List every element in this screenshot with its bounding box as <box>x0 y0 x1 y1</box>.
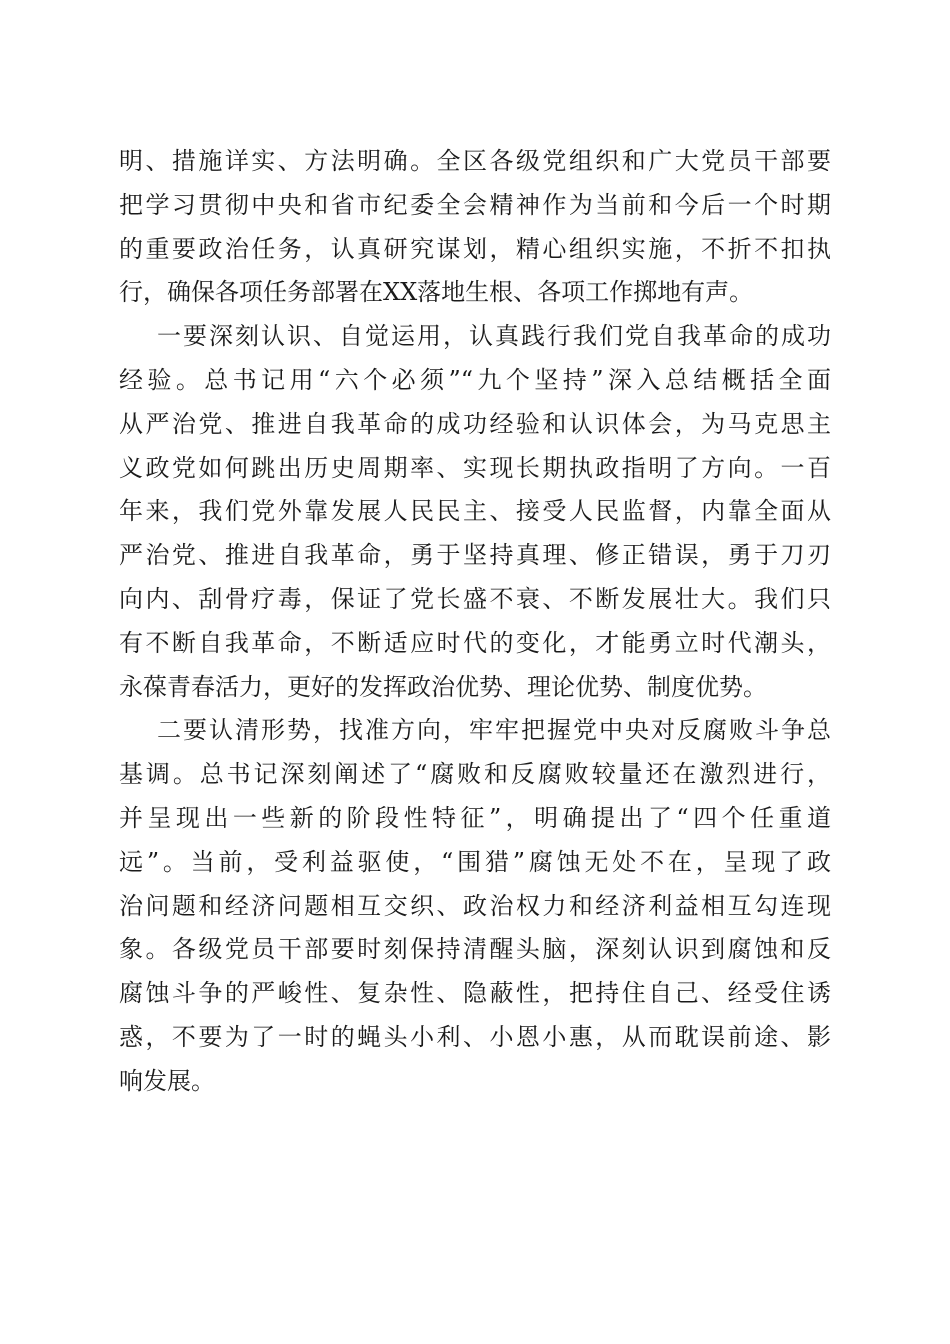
text-line: 基调。总书记深刻阐述了“腐败和反腐败较量还在激烈进行， <box>119 760 831 789</box>
text-line: 把学习贯彻中央和省市纪委全会精神作为当前和今后一个时期 <box>119 190 831 219</box>
text-line: 象。各级党员干部要时刻保持清醒头脑，深刻认识到腐蚀和反 <box>119 935 831 964</box>
text-line: 严治党、推进自我革命，勇于坚持真理、修正错误，勇于刀刃 <box>119 541 831 570</box>
text-line: 永葆青春活力，更好的发挥政治优势、理论优势、制度优势。 <box>119 672 767 701</box>
text-line: 响发展。 <box>119 1066 215 1095</box>
text-line: 年来，我们党外靠发展人民民主、接受人民监督，内靠全面从 <box>119 497 831 526</box>
text-line: 并呈现出一些新的阶段性特征”，明确提出了“四个任重道 <box>119 803 831 832</box>
text-line: 向内、刮骨疗毒，保证了党长盛不衰、不断发展壮大。我们只 <box>119 584 831 613</box>
text-line: 行，确保各项任务部署在XX落地生根、各项工作掷地有声。 <box>119 278 754 307</box>
text-line: 明、措施详实、方法明确。全区各级党组织和广大党员干部要 <box>119 147 831 175</box>
text-line: 远”。当前，受利益驱使，“围猎”腐蚀无处不在，呈现了政 <box>119 847 831 876</box>
text-line: 义政党如何跳出历史周期率、实现长期执政指明了方向。一百 <box>119 453 831 482</box>
paragraph-first-line: 二要认清形势，找准方向，牢牢把握党中央对反腐败斗争总 <box>157 716 831 745</box>
text-line: 有不断自我革命，不断适应时代的变化，才能勇立时代潮头， <box>119 628 831 657</box>
body-text <box>119 140 831 1104</box>
text-line: 腐蚀斗争的严峻性、复杂性、隐蔽性，把持住自己、经受住诱 <box>119 979 831 1008</box>
text-line: 的重要政治任务，认真研究谋划，精心组织实施，不折不扣执 <box>119 234 831 263</box>
text-line: 经验。总书记用“六个必须”“九个坚持”深入总结概括全面 <box>119 365 831 394</box>
text-line: 从严治党、推进自我革命的成功经验和认识体会，为马克思主 <box>119 409 831 438</box>
paragraph-first-line: 一要深刻认识、自觉运用，认真践行我们党自我革命的成功 <box>157 322 831 351</box>
text-line: 治问题和经济问题相互交织、政治权力和经济利益相互勾连现 <box>119 891 831 920</box>
text-line: 惑，不要为了一时的蝇头小利、小恩小惠，从而耽误前途、影 <box>119 1022 831 1051</box>
